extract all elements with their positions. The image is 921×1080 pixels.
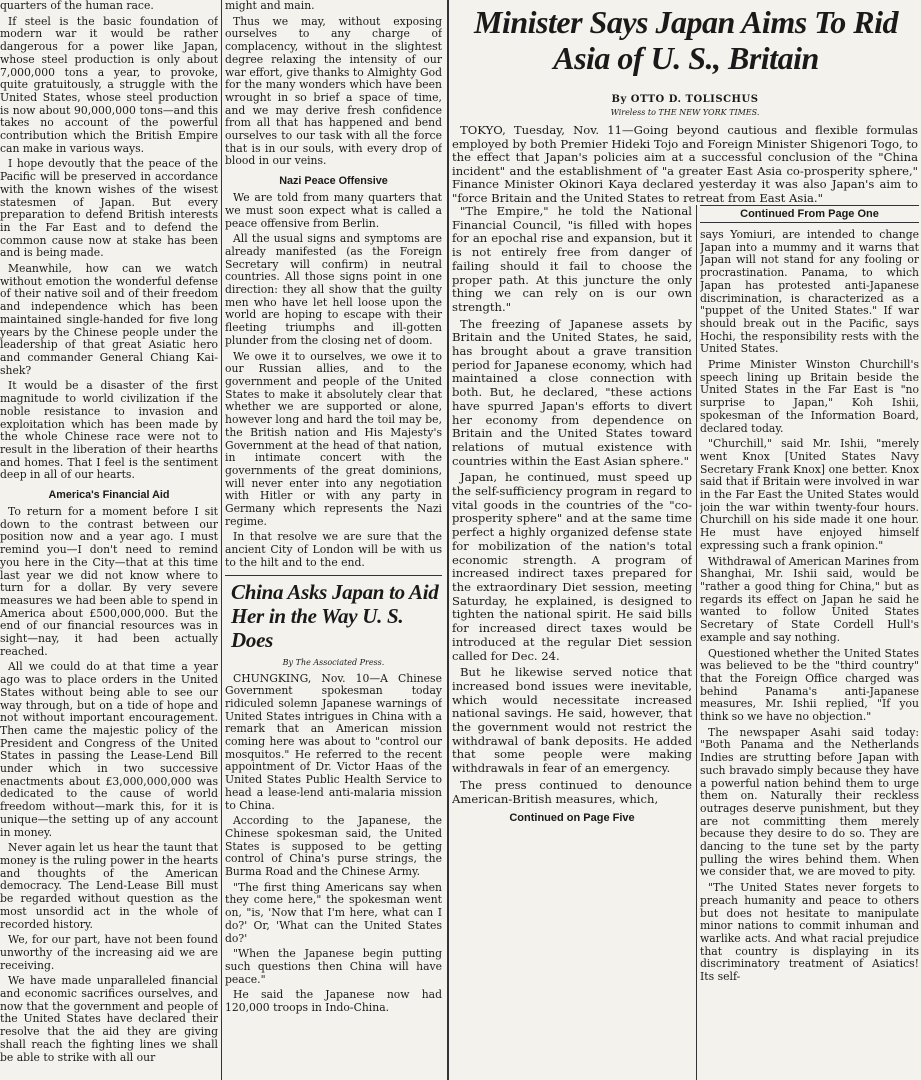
lead-paragraph [452,124,918,207]
subhead-nazi-peace-offensive: Nazi Peace Offensive [279,175,388,188]
paragraph: says Yomiuri, are intended to change Japan into a mummy and it warns that Japan will not stand for any fooling or procrastination. Panama, to which Japan has protested anti-Japanese discrimination, is characterized as a "puppet of the United States." If war should break out in the Pacific, says Hochi, the responsibility rests with the United States. [700,228,919,356]
continued-on-page-five: Continued on Page Five [509,812,635,825]
paragraph: We owe it to ourselves, we owe it to our Russian allies, and to the government and people of the United States to make it absolutely clear that whether we are supported or alone, however long and hard the toil may be, the British nation and His Majesty's Government at the head of that nation, in intimate concert with the governments of the great dominions, will never enter into any negotiation with Hitler or with any party in Germany which represents the Nazi regime. [225,349,442,528]
paragraph: quarters of the human race. [0,0,154,12]
wire-credit: Wireless to THE NEW YORK TIMES. [610,108,760,117]
paragraph: The press continued to denounce American-British measures, which, [452,777,692,806]
paragraph: If steel is the basic foundation of modern war it would be rather dangerous for a power like Japan, whose steel production is only about 7,000,000 tons a year, to provoke, quite gratuitously, a struggle with the United States, whose steel production is now about 90,000,000 tons—and this takes no account of the powerful contribution which the British Empire can make in various ways. [0,14,218,155]
paragraph: Meanwhile, how can we watch without emotion the wonderful defense of their native soil and of their freedom and independence which has been maintained single-handed for five long years by the Chinese people under the leadership of that great Asiatic hero and commander General Chiang Kai-shek? [0,262,218,377]
column-japan-aims [452,205,692,830]
paragraph: In that resolve we are sure that the ancient City of London will be with us to the hilt and to the end. [225,530,442,569]
paragraph: I hope devoutly that the peace of the Pacific will be preserved in accordance with the known wishes of the wisest statesmen of Japan. But every preparation to defend British interests in the Far East and to defend the common cause now at stake has been and is being made. [0,157,218,260]
paragraph: "The United States never forgets to preach humanity and peace to others but does not hesitate to manipulate minor nations to commit inhuman and warlike acts. And what racial prejudice that country is displaying in its discriminatory treatment of Asiatics! Its self- [700,881,919,984]
paragraph: Japan, he continued, must speed up the self-sufficiency program in regard to vital goods in the countries of the "co-prosperity sphere" and at the same time perfect a highly organized defense state for mobilization of the nation's total economic strength. A program of increased indirect taxes prepared for the extraordinary Diet session, meeting Saturday, he explained, is designed to tighten the national spirit. He said bills for increased direct taxes would be introduced at the regular Diet session called for Dec. 24. [452,470,692,663]
paragraph-lead: TOKYO, Tuesday, Nov. 11—Going beyond cautious and flexible formulas employed by both Premier Hideki Tojo and Foreign Minister Shigenori Togo, to the effect that Japan's policies aim at a successful conclusion of the "China incident" and the establishment of "a greater East Asia co-prosperity sphere," Finance Minister Okinori Kaya declared yesterday it was also Japan's aim to "force Britain and the United States to retreat from East Asia." [452,124,918,204]
paragraph: According to the Japanese, the Chinese spokesman said, the United States is supposed to be getting control of China's purse strings, the Burma Road and the Chinese Army. [225,814,442,879]
paragraph: Prime Minister Winston Churchill's speech lining up Britain beside the United States in the Far East is "no surprise to Japan," Koh Ishii, spokesman of the Information Board, declared today. [700,358,919,435]
paragraph: He said the Japanese now had 120,000 troops in Indo-China. [225,988,442,1015]
paragraph: The freezing of Japanese assets by Britain and the United States, he said, has brought about a grave transition period for Japanese economy, which had maintained a close connection with both. But, he declared, "these actions have spurred Japan's efforts to divert her economy from dependence on Britain and the United States toward relations of mutual existence with countries within the East Asian sphere." [452,316,692,468]
paragraph: But he likewise served notice that increased bond issues were inevitable, which would necessitate increased national savings. He said, however, that the government would not restrict the withdrawal of bank deposits. He added that some people were making withdrawals in fear of an emergency. [452,665,692,776]
column-churchill-speech-2 [225,0,442,1018]
paragraph: Questioned whether the United States was believed to be the "third country" that the Foreign Office charged was behind Panama's anti-Japanese measures, Mr. Ishii replied, "If you think so we have no objection." [700,646,919,724]
paragraph: All we could do at that time a year ago was to place orders in the United States without being able to see our way through, but on a tide of hope and not without important encouragement. Then came the majestic policy of the President and Congress of the United States in passing the Lease-Lend Bill under which in two successive enactments about £3,000,000,000 was dedicated to the cause of world freedom without—mark this, for it is unique—the setting up of any account in money. [0,660,218,839]
paragraph: We are told from many quarters that we must soon expect what is called a peace offensive from Berlin. [225,191,442,230]
paragraph: Withdrawal of American Marines from Shanghai, Mr. Ishii said, would be "rather a good thing for China," but as regards its effect on Japan he said he wanted to follow United States Secretary of State Cordell Hull's example and say nothing. [700,554,919,644]
paragraph: "When the Japanese begin putting such questions then China will have peace." [225,947,442,986]
headline-minister-says-japan-aims: Minister Says Japan Aims To Rid Asia of U. S., Britain [473,4,898,76]
paragraph: To return for a moment before I sit down to the contrast between our position now and a year ago. I must remind you—I don't need to remind you here in the City—that at this time last year we did not know where to turn for a dollar. By very severe measures we had been able to spend in America about £500,000,000. But the end of our financial resources was in sight—nay, it had been actually reached. [0,505,218,658]
paragraph: The newspaper Asahi said today: "Both Panama and the Netherlands Indies are strutting before Japan with such bravado simply because they have a powerful nation behind them to urge them on. Naturally their reckless outrages deserve punishment, but they are not committing them merely because they desire to do so. They are dancing to the tune set by the party pulling the wires behind them. When we consider that, we are moved to pity. [700,725,919,879]
headline-china-asks-japan: China Asks Japan to Aid Her in the Way U. S. Does [231,579,439,652]
paragraph: "Churchill," said Mr. Ishii, "merely went Knox [United States Navy Secretary Frank Knox] one better. Knox said that if Britain were involved in war in the Far East the United States would join the war within twenty-four hours. Churchill on his side made it one hour. He must have enjoyed himself expressing such a frank opinion." [700,437,919,552]
paragraph: "The Empire," he told the National Financial Council, "is filled with hopes for an epochal rise and expansion, but it is not entirely free from danger of failing should it fail to choose the proper path. At this juncture the only thing we can rely on is our own strength." [452,205,692,314]
paragraph: We have made unparalleled financial and economic sacrifices ourselves, and now that the government and people of the United States have declared their resolve that the aid they are giving shall reach the fighting lines we shall be able to strike with all our [0,974,218,1064]
paragraph: It would be a disaster of the first magnitude to world civilization if the noble resistance to invasion and exploitation which has been made by the whole Chinese race were not to result in the liberation of their hearths and homes. That I feel is the sentiment deep in all of our hearts. [0,379,218,482]
byline-associated-press: By The Associated Press. [282,657,385,667]
subhead-americas-financial-aid: America's Financial Aid [48,489,170,502]
column-rule-3 [696,205,697,1080]
paragraph: All the usual signs and symptoms are already manifested (as the Foreign Secretary will confirm) in neutral countries. All those signs point in one direction: they all show that the guilty men who have let hell loose upon the world are hoping to escape with their fleeting triumphs and ill-gotten plunder from the closing net of doom. [225,232,442,347]
column-rule-2 [447,0,449,1080]
paragraph: might and main. [225,0,315,12]
story-rule [225,575,442,576]
paragraph: Never again let us hear the taunt that money is the ruling power in the hearts and thoughts of the American democracy. The Lend-Lease Bill must be regarded without question as the most unsordid act in the whole of recorded history. [0,841,218,931]
column-japan-aims-continued [700,205,919,987]
column-churchill-speech-1 [0,0,218,1067]
column-rule-1 [221,0,222,1080]
byline-tolischus: By OTTO D. TOLISCHUS [611,94,759,105]
paragraph: Thus we may, without exposing ourselves to any charge of complacency, without in the slightest degree relaxing the intensity of our war effort, give thanks to Almighty God for the many wonders which have been wrought in so brief a space of time, and we may derive fresh confidence from all that has happened and bend ourselves to our task with all the force that is in our souls, with every drop of blood in our veins. [225,14,442,168]
continued-from-page-one: Continued From Page One [700,205,919,223]
paragraph: We, for our part, have not been found unworthy of the increasing aid we are receiving. [0,933,218,972]
paragraph: "The first thing Americans say when they come here," the spokesman went on, "is, 'Now that I'm here, what can I do?' Or, 'What can the United States do?' [225,880,442,945]
paragraph: CHUNGKING, Nov. 10—A Chinese Government spokesman today ridiculed solemn Japanese warnings of United States intrigues in China with a remark that an American mission coming here was about to "control our mosquitos." He referred to the recent appointment of Dr. Victor Haas of the United States Public Health Service to head a lease-lend anti-malaria mission to China. [225,671,442,812]
